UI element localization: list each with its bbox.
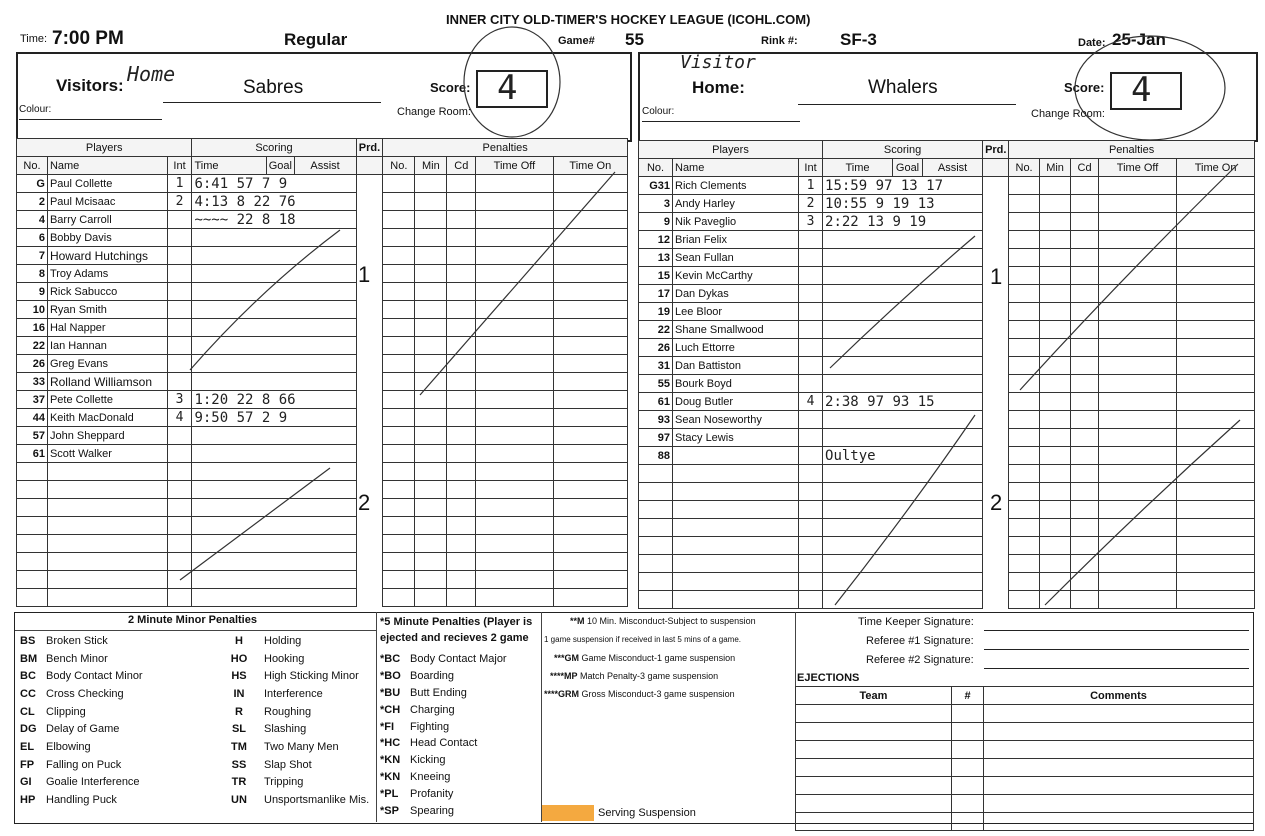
player-int[interactable]: 4 <box>167 409 192 427</box>
major-row <box>380 685 540 702</box>
minor-code: TM <box>231 740 247 753</box>
player-number[interactable]: 22 <box>639 321 673 339</box>
home-change-room: Change Room: <box>1031 108 1105 120</box>
player-name[interactable]: Scott Walker <box>47 445 167 463</box>
player-name[interactable]: Ryan Smith <box>47 301 167 319</box>
minor-code: TR <box>231 776 247 789</box>
col-assist: Assist <box>294 157 356 175</box>
timekeeper-line[interactable] <box>984 630 1249 631</box>
player-number[interactable]: 31 <box>639 357 673 375</box>
player-number[interactable]: 2 <box>17 193 48 211</box>
ejections-label: EJECTIONS <box>797 672 860 684</box>
minor-desc: Roughing <box>264 705 312 718</box>
minor-desc: Interference <box>264 687 323 700</box>
major-desc: Charging <box>410 703 455 716</box>
minor-desc: Holding <box>264 634 302 647</box>
gm-text: Game Misconduct-1 game suspension <box>581 653 736 663</box>
player-name[interactable]: Dan Dykas <box>673 285 799 303</box>
minor-desc: Falling on Puck <box>46 758 122 771</box>
minor-desc: Handling Puck <box>46 794 117 807</box>
player-name[interactable]: Luch Ettorre <box>673 339 799 357</box>
misconduct-m <box>570 616 756 626</box>
home-label: Home: <box>692 78 745 97</box>
home-col-pen-no: No. <box>1009 159 1040 177</box>
rink-value: SF-3 <box>840 30 877 49</box>
minor-desc: Hooking <box>264 652 305 665</box>
player-name[interactable]: Brian Felix <box>673 231 799 249</box>
ejection-cell[interactable] <box>952 723 984 741</box>
player-name[interactable]: Lee Bloor <box>673 303 799 321</box>
minor-code: R <box>235 705 243 718</box>
player-number[interactable]: 26 <box>639 339 673 357</box>
minor-desc: Clipping <box>46 705 86 718</box>
strike-right-p1-penalties <box>1020 164 1238 390</box>
player-name[interactable]: Howard Hutchings <box>47 247 167 265</box>
timekeeper-label: Time Keeper Signature: <box>858 616 974 628</box>
home-col-cd: Cd <box>1071 159 1099 177</box>
minor-code: HS <box>231 670 247 683</box>
ref1-line[interactable] <box>984 649 1249 650</box>
major-code: *SP <box>380 804 399 817</box>
minor-code: GI <box>20 776 32 789</box>
player-number[interactable]: 61 <box>17 445 48 463</box>
major-code: *BC <box>380 653 401 666</box>
minor-row <box>20 791 375 809</box>
score-circle-left <box>464 27 560 137</box>
ejection-cell[interactable] <box>984 705 1254 723</box>
ejection-cell[interactable] <box>984 795 1254 813</box>
col-time: Time <box>192 157 266 175</box>
minor-desc: Two Many Men <box>264 740 339 753</box>
player-number[interactable]: 93 <box>639 411 673 429</box>
major-list <box>380 651 540 819</box>
player-name[interactable]: Bourk Boyd <box>673 375 799 393</box>
ejection-cell[interactable] <box>952 741 984 759</box>
minor-row <box>20 738 375 756</box>
player-scoring[interactable]: 4:13 8 22 76 <box>192 193 356 211</box>
player-number[interactable]: 26 <box>17 355 48 373</box>
ejection-cell[interactable] <box>984 777 1254 795</box>
legend-divider-2 <box>541 612 542 822</box>
ejection-cell[interactable] <box>952 777 984 795</box>
misconduct-gm <box>554 653 735 663</box>
game-type: Regular <box>284 30 348 49</box>
major-code: *HC <box>380 737 401 750</box>
player-number[interactable]: 61 <box>639 393 673 411</box>
player-number[interactable]: 9 <box>17 283 48 301</box>
home-col-min: Min <box>1040 159 1071 177</box>
player-number[interactable]: 33 <box>17 373 48 391</box>
player-name[interactable]: Pete Collette <box>47 391 167 409</box>
col-pen-no: No. <box>383 157 415 175</box>
minor-desc: Elbowing <box>46 740 91 753</box>
home-team-name: Whalers <box>868 77 938 98</box>
minor-desc: Body Contact Minor <box>46 670 143 683</box>
mp-code: ****MP <box>550 671 578 681</box>
misconduct-mp <box>550 671 718 681</box>
player-int[interactable]: 3 <box>167 391 192 409</box>
m-text: 10 Min. Misconduct-Subject to suspension <box>587 616 756 626</box>
player-number[interactable]: 55 <box>639 375 673 393</box>
league-title: INNER CITY OLD-TIMER'S HOCKEY LEAGUE (ICOHL.COM) <box>446 12 811 27</box>
player-number[interactable]: 57 <box>17 427 48 445</box>
major-desc: Butt Ending <box>410 686 467 699</box>
scoring-header: Scoring <box>192 139 356 157</box>
home-col-time-off: Time Off <box>1099 159 1177 177</box>
player-name[interactable]: Nik Paveglio <box>673 213 799 231</box>
ejection-cell[interactable] <box>796 741 952 759</box>
player-number[interactable]: 9 <box>639 213 673 231</box>
col-int: Int <box>167 157 192 175</box>
player-number[interactable]: 3 <box>639 195 673 213</box>
player-name[interactable]: Rick Sabucco <box>47 283 167 301</box>
strike-left-p1-scoring <box>190 230 340 370</box>
major-code: *KN <box>380 754 401 767</box>
ejections-table <box>795 686 1254 831</box>
visitors-change-room: Change Room: <box>397 106 471 118</box>
minor-desc: Tripping <box>264 776 304 789</box>
minor-desc: Slap Shot <box>264 758 312 771</box>
minor-desc: Bench Minor <box>46 652 108 665</box>
col-name: Name <box>47 157 167 175</box>
minor-code: BC <box>20 670 36 683</box>
period-1-label: 1 <box>358 262 371 287</box>
major-desc: Profanity <box>410 787 454 800</box>
minor-code: HO <box>230 652 248 665</box>
home-score-label: Score: <box>1064 80 1105 95</box>
ejection-cell[interactable] <box>952 795 984 813</box>
player-int[interactable]: 3 <box>799 213 823 231</box>
player-name[interactable]: Rich Clements <box>673 177 799 195</box>
strike-right-p2-scoring <box>835 415 975 605</box>
player-number[interactable]: 6 <box>17 229 48 247</box>
minor-code: EL <box>20 740 35 753</box>
minor-row <box>20 667 375 685</box>
minor-code: BM <box>20 652 38 665</box>
game-label: Game# <box>558 35 595 47</box>
major-desc: Head Contact <box>410 737 478 750</box>
player-name[interactable]: Kevin McCarthy <box>673 267 799 285</box>
home-col-assist: Assist <box>923 159 983 177</box>
major-code: *KN <box>380 770 401 783</box>
serving-swatch <box>542 805 594 821</box>
major-desc: Kneeing <box>410 770 451 783</box>
major-desc: Kicking <box>410 754 446 767</box>
home-col-no: No. <box>639 159 673 177</box>
period-header: Prd. <box>356 139 383 157</box>
ejection-cell[interactable] <box>984 741 1254 759</box>
ejections-team-header: Team <box>796 687 952 705</box>
player-scoring[interactable]: 6:41 57 7 9 <box>192 175 356 193</box>
home-period-header: Prd. <box>983 141 1009 159</box>
home-scoring-header: Scoring <box>823 141 983 159</box>
player-name[interactable]: Andy Harley <box>673 195 799 213</box>
player-number[interactable]: 44 <box>17 409 48 427</box>
home-players-header: Players <box>639 141 823 159</box>
player-int[interactable]: 2 <box>167 193 192 211</box>
col-min: Min <box>415 157 447 175</box>
player-number[interactable]: 7 <box>17 247 48 265</box>
home-period-2-label: 2 <box>990 490 1003 515</box>
home-col-time: Time <box>823 159 893 177</box>
visitors-label: Visitors: <box>56 76 124 95</box>
major-row <box>380 701 540 718</box>
col-time-off: Time Off <box>476 157 553 175</box>
misconduct-grm <box>544 689 735 699</box>
major-desc: Boarding <box>410 670 455 683</box>
minor-desc: Cross Checking <box>46 687 124 700</box>
ejection-cell[interactable] <box>796 795 952 813</box>
player-scoring[interactable]: 9:50 57 2 9 <box>192 409 356 427</box>
player-name[interactable]: Dan Battiston <box>673 357 799 375</box>
player-scoring[interactable]: 15:59 97 13 17 <box>823 177 983 195</box>
minor-code: DG <box>20 723 37 736</box>
player-number[interactable]: 37 <box>17 391 48 409</box>
player-name[interactable]: Paul Collette <box>47 175 167 193</box>
player-number[interactable]: 97 <box>639 429 673 447</box>
strike-right-p1-scoring <box>830 236 975 368</box>
player-name[interactable]: Paul Mcisaac <box>47 193 167 211</box>
ejection-cell[interactable] <box>796 813 952 831</box>
major-row <box>380 769 540 786</box>
player-number[interactable]: G <box>17 175 48 193</box>
player-number[interactable]: 8 <box>17 265 48 283</box>
major-code: *CH <box>380 703 401 716</box>
player-name[interactable]: Sean Noseworthy <box>673 411 799 429</box>
time-value: 7:00 PM <box>52 28 124 49</box>
minor-row <box>20 720 375 738</box>
player-scoring[interactable]: 2:22 13 9 19 <box>823 213 983 231</box>
player-name[interactable]: Keith MacDonald <box>47 409 167 427</box>
player-int[interactable]: 2 <box>799 195 823 213</box>
minor-code: SL <box>231 723 247 736</box>
col-cd: Cd <box>447 157 476 175</box>
players-header: Players <box>17 139 192 157</box>
player-name[interactable]: Sean Fullan <box>673 249 799 267</box>
ejections-num-header: # <box>952 687 984 705</box>
major-desc: Body Contact Major <box>410 653 507 666</box>
major-code: *BO <box>380 670 401 683</box>
date-label: Date: <box>1078 37 1106 49</box>
home-colour-label: Colour: <box>642 106 675 117</box>
ejection-cell[interactable] <box>984 759 1254 777</box>
strike-right-p2-penalties <box>1045 420 1240 605</box>
player-int[interactable]: 4 <box>799 393 823 411</box>
home-score-value: 4 <box>1131 70 1152 110</box>
strike-left-p2-scoring <box>180 468 330 580</box>
col-goal: Goal <box>266 157 294 175</box>
col-time-on: Time On <box>553 157 627 175</box>
minor-row <box>20 774 375 792</box>
ejection-cell[interactable] <box>952 705 984 723</box>
player-name[interactable]: Ian Hannan <box>47 337 167 355</box>
minor-code: SS <box>231 758 247 771</box>
time-label: Time: <box>20 33 48 45</box>
minor-code: IN <box>233 687 245 700</box>
ejection-cell[interactable] <box>796 705 952 723</box>
visitors-team-name: Sabres <box>243 77 304 98</box>
player-number[interactable]: 22 <box>17 337 48 355</box>
player-name[interactable]: Troy Adams <box>47 265 167 283</box>
ejection-cell[interactable] <box>984 813 1254 831</box>
player-scoring[interactable]: Oultye <box>823 447 983 465</box>
major-desc: Fighting <box>410 720 450 733</box>
col-no: No. <box>17 157 48 175</box>
player-scoring[interactable]: 2:38 97 93 15 <box>823 393 983 411</box>
penalties-header: Penalties <box>383 139 628 157</box>
player-name[interactable]: Stacy Lewis <box>673 429 799 447</box>
major-row <box>380 735 540 752</box>
ejection-cell[interactable] <box>952 759 984 777</box>
player-number[interactable]: 17 <box>639 285 673 303</box>
visitors-score-value: 4 <box>497 68 518 108</box>
major-row <box>380 785 540 802</box>
minor-row <box>20 685 375 703</box>
minor-code: CC <box>20 687 36 700</box>
minor-row <box>20 632 375 650</box>
minor-row <box>20 650 375 668</box>
major-row <box>380 752 540 769</box>
player-int[interactable]: 1 <box>167 175 192 193</box>
game-value: 55 <box>625 30 644 49</box>
minor-desc: Goalie Interference <box>46 776 140 789</box>
home-handwritten: Visitor <box>680 52 756 73</box>
ejection-cell[interactable] <box>952 813 984 831</box>
strike-left-p1-penalties <box>420 172 615 395</box>
player-name[interactable]: John Sheppard <box>47 427 167 445</box>
player-number[interactable]: 4 <box>17 211 48 229</box>
minor-title: 2 Minute Minor Penalties <box>128 614 257 626</box>
major-row <box>380 651 540 668</box>
gm-code: ***GM <box>554 653 580 663</box>
player-number[interactable]: 12 <box>639 231 673 249</box>
visitors-handwritten: Home <box>127 62 176 86</box>
major-row <box>380 802 540 819</box>
rink-label: Rink #: <box>761 35 798 47</box>
grm-code: ****GRM <box>544 689 580 699</box>
ejection-cell[interactable] <box>984 723 1254 741</box>
m-code: **M <box>570 616 585 626</box>
date-value: 25-Jan <box>1112 30 1166 49</box>
minor-code: UN <box>231 794 247 807</box>
major-code: *BU <box>380 686 401 699</box>
player-name[interactable]: Hal Napper <box>47 319 167 337</box>
home-col-time-on: Time On <box>1177 159 1255 177</box>
mp-text: Match Penalty-3 game suspension <box>580 671 719 681</box>
visitors-score-label: Score: <box>430 80 471 95</box>
minor-code: CL <box>20 705 35 718</box>
minor-list <box>20 632 375 809</box>
minor-desc: Broken Stick <box>46 634 108 647</box>
major-code: *PL <box>380 787 399 800</box>
period-2-label: 2 <box>358 490 371 515</box>
player-number[interactable]: 15 <box>639 267 673 285</box>
minor-desc: Delay of Game <box>46 723 120 736</box>
player-name[interactable]: Shane Smallwood <box>673 321 799 339</box>
player-name[interactable]: Barry Carroll <box>47 211 167 229</box>
player-scoring[interactable]: 1:20 22 8 66 <box>192 391 356 409</box>
score-circle-right <box>1075 36 1225 140</box>
minor-desc: Unsportsmanlike Mis. <box>264 794 370 807</box>
player-scoring[interactable]: 10:55 9 19 13 <box>823 195 983 213</box>
home-period-1-label: 1 <box>990 264 1003 289</box>
visitors-colour-label: Colour: <box>19 104 52 115</box>
ejection-cell[interactable] <box>796 759 952 777</box>
player-name[interactable]: Doug Butler <box>673 393 799 411</box>
minor-code: H <box>235 634 243 647</box>
minor-desc: High Sticking Minor <box>264 670 359 683</box>
player-name[interactable]: Rolland Williamson <box>47 373 167 391</box>
minor-desc: Slashing <box>264 723 307 736</box>
major-row <box>380 668 540 685</box>
minor-row <box>20 703 375 721</box>
player-number[interactable]: 16 <box>17 319 48 337</box>
major-row <box>380 718 540 735</box>
ejection-cell[interactable] <box>796 777 952 795</box>
player-scoring[interactable]: ~~~~ 22 8 18 <box>192 211 356 229</box>
minor-code: BS <box>20 634 36 647</box>
minor-title-line <box>15 630 376 631</box>
player-number[interactable]: 13 <box>639 249 673 267</box>
major-code: *FI <box>380 720 395 733</box>
legend-divider-1 <box>376 612 377 822</box>
ejection-cell[interactable] <box>796 723 952 741</box>
minor-code: HP <box>20 794 36 807</box>
player-name[interactable]: Bobby Davis <box>47 229 167 247</box>
player-number[interactable]: G31 <box>639 177 673 195</box>
player-int[interactable]: 1 <box>799 177 823 195</box>
major-title: *5 Minute Penalties (Player is ejected and recieves 2 game <box>380 616 533 644</box>
home-col-int: Int <box>799 159 823 177</box>
player-number[interactable]: 88 <box>639 447 673 465</box>
home-col-name: Name <box>673 159 799 177</box>
minor-code: FP <box>20 758 35 771</box>
minor-row <box>20 756 375 774</box>
player-number[interactable]: 19 <box>639 303 673 321</box>
grm-text: Gross Misconduct-3 game suspension <box>581 689 735 699</box>
ref2-line[interactable] <box>984 668 1249 669</box>
player-number[interactable]: 10 <box>17 301 48 319</box>
player-name[interactable]: Greg Evans <box>47 355 167 373</box>
ref1-label: Referee #1 Signature: <box>866 635 974 647</box>
ref2-label: Referee #2 Signature: <box>866 654 974 666</box>
ejections-comments-header: Comments <box>984 687 1254 705</box>
m-note: 1 game suspension if received in last 5 mins of a game. <box>544 635 741 644</box>
major-desc: Spearing <box>410 804 455 817</box>
serving-label: Serving Suspension <box>598 807 696 819</box>
home-col-goal: Goal <box>893 159 923 177</box>
home-penalties-header: Penalties <box>1009 141 1255 159</box>
